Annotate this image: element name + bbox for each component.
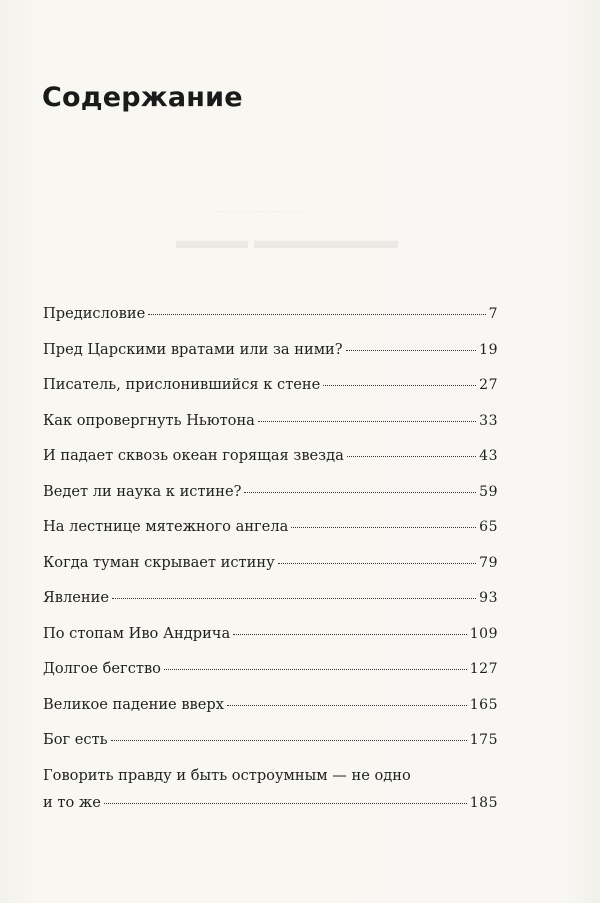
toc-page-number: 127 bbox=[469, 661, 498, 677]
toc-entry-title: Предисловие bbox=[43, 305, 146, 322]
toc-entry-title: На лестнице мятежного ангела bbox=[43, 518, 289, 535]
toc-entry[interactable] bbox=[43, 765, 498, 825]
toc-entry[interactable] bbox=[43, 623, 498, 659]
toc-entry-title: И падает сквозь океан горящая звезда bbox=[43, 447, 344, 464]
dot-leader bbox=[278, 563, 477, 564]
toc-page-number: 93 bbox=[479, 590, 498, 606]
toc-page-number: 185 bbox=[469, 794, 498, 811]
toc-entry-title-continued: и то же bbox=[43, 793, 101, 811]
toc-page-number: 109 bbox=[469, 625, 498, 642]
toc-page-number: 19 bbox=[479, 341, 498, 358]
toc-page-number: 165 bbox=[469, 696, 498, 713]
toc-entry-title: Явление bbox=[43, 589, 109, 606]
toc-page-number: 33 bbox=[479, 412, 498, 429]
dot-leader bbox=[227, 705, 467, 706]
toc-page-number: 27 bbox=[479, 377, 498, 393]
toc-entry-title: По стопам Иво Андрича bbox=[43, 624, 231, 642]
table-of-contents bbox=[43, 303, 498, 825]
toc-entry-title: Писатель, прислонившийся к стене bbox=[43, 376, 321, 393]
toc-entry-title: Как опровергнуть Ньютона bbox=[43, 411, 255, 429]
toc-page-number: 59 bbox=[479, 483, 498, 500]
toc-entry-title: Великое падение вверх bbox=[43, 695, 224, 713]
toc-entry-title: Бог есть bbox=[43, 731, 108, 748]
dot-leader bbox=[323, 385, 476, 386]
toc-entry[interactable] bbox=[43, 445, 498, 481]
toc-entry-title: Когда туман скрывает истину bbox=[43, 553, 275, 571]
bleed-through-text: — — — — — — — bbox=[214, 205, 308, 217]
toc-entry[interactable] bbox=[43, 410, 498, 446]
toc-page-number: 7 bbox=[488, 306, 498, 322]
toc-entry[interactable] bbox=[43, 587, 498, 623]
toc-page-number: 79 bbox=[479, 554, 498, 571]
toc-page-number: 175 bbox=[469, 732, 498, 748]
dot-leader bbox=[258, 421, 476, 422]
dot-leader bbox=[148, 314, 485, 315]
toc-entry[interactable] bbox=[43, 658, 498, 694]
toc-page-number: 43 bbox=[479, 448, 498, 464]
dot-leader bbox=[164, 669, 467, 670]
bleed-through-text: ▬▬▬ ▬▬▬▬▬▬ bbox=[176, 228, 398, 254]
page-title: Содержание bbox=[42, 82, 243, 113]
toc-page-number: 65 bbox=[479, 519, 498, 535]
toc-entry-title: Говорить правду и быть остроумным — не одно bbox=[43, 766, 411, 784]
toc-entry-title: Ведет ли наука к истине? bbox=[43, 482, 242, 500]
bleed-through-text: · · · · · · · · · · · · · · · · · · · bbox=[176, 166, 285, 177]
dot-leader bbox=[104, 803, 467, 804]
toc-entry[interactable] bbox=[43, 552, 498, 588]
toc-entry[interactable] bbox=[43, 694, 498, 730]
toc-entry[interactable] bbox=[43, 729, 498, 765]
toc-entry[interactable] bbox=[43, 339, 498, 375]
dot-leader bbox=[347, 456, 476, 457]
dot-leader bbox=[244, 492, 476, 493]
dot-leader bbox=[291, 527, 476, 528]
dot-leader bbox=[111, 740, 467, 741]
toc-entry[interactable] bbox=[43, 516, 498, 552]
toc-entry[interactable] bbox=[43, 374, 498, 410]
toc-entry-title: Долгое бегство bbox=[43, 660, 161, 677]
dot-leader bbox=[346, 350, 477, 351]
dot-leader bbox=[112, 598, 476, 599]
dot-leader bbox=[233, 634, 467, 635]
toc-entry[interactable] bbox=[43, 303, 498, 339]
toc-entry[interactable] bbox=[43, 481, 498, 517]
toc-entry-title: Пред Царскими вратами или за ними? bbox=[43, 340, 343, 358]
